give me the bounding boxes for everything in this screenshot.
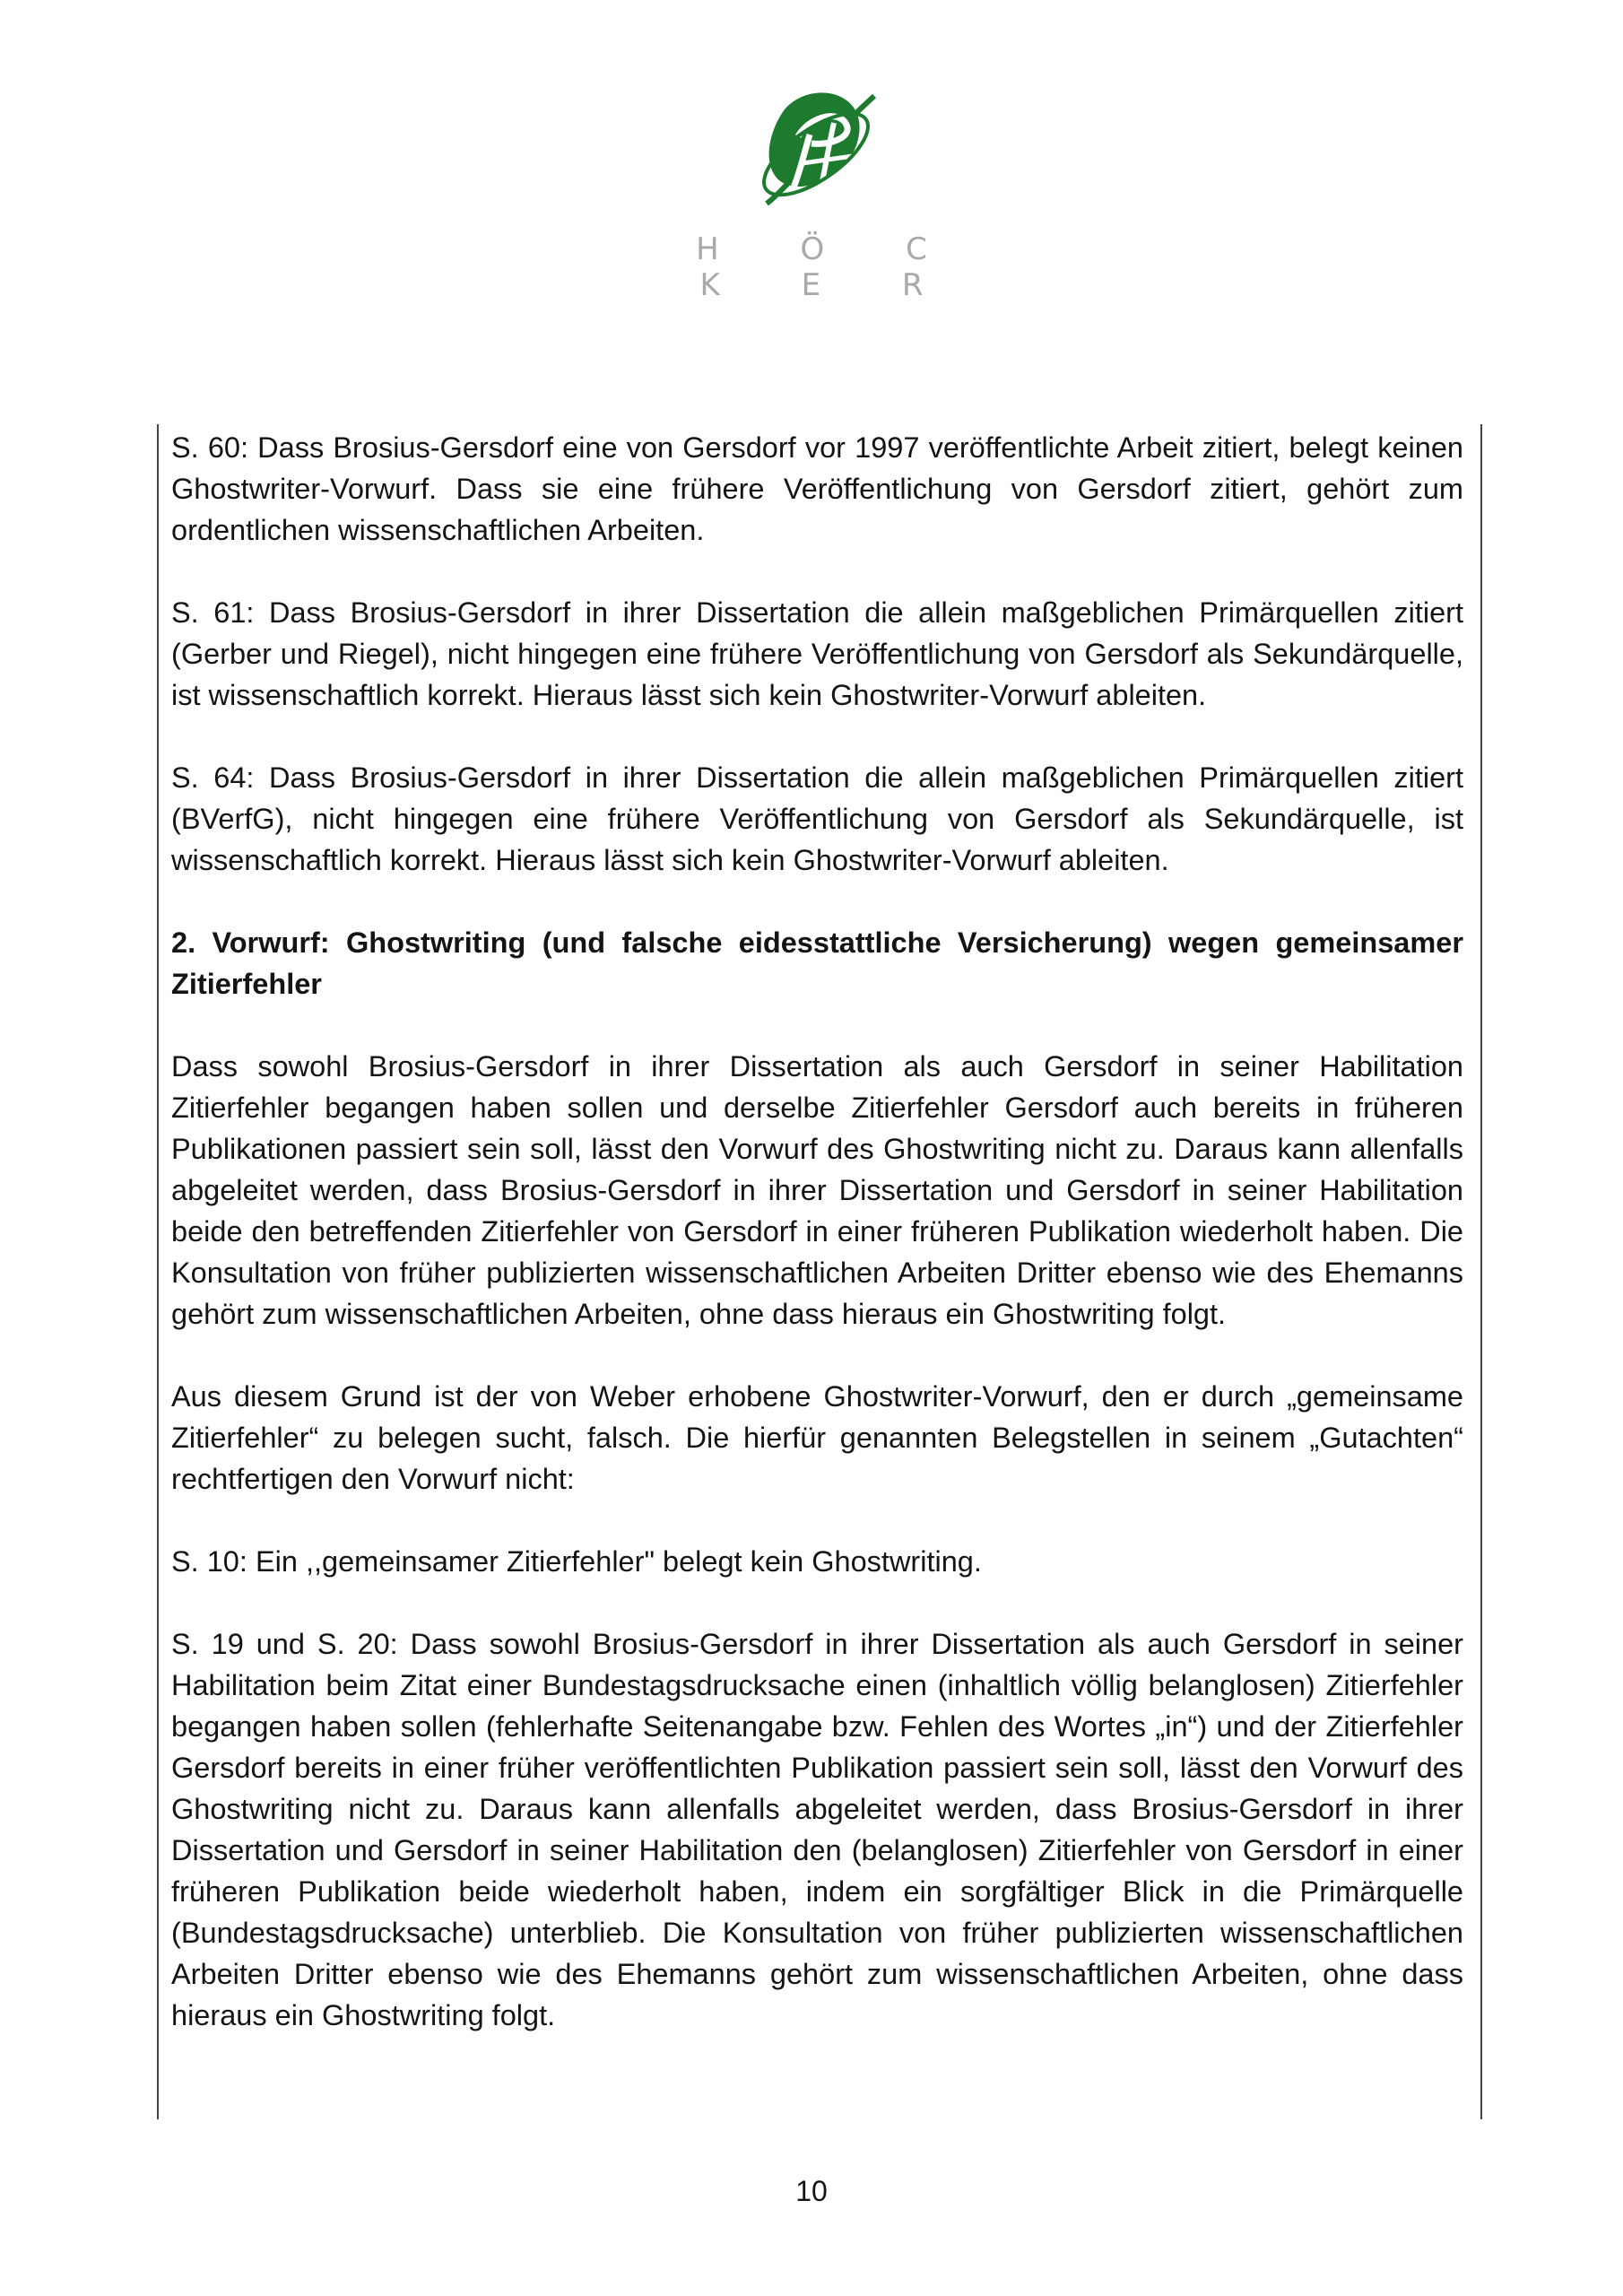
paragraph-s10: S. 10: Ein ,,gemeinsamer Zitierfehler" belegt kein Ghostwriting.	[171, 1545, 982, 1578]
paragraph-s60: S. 60: Dass Brosius-Gersdorf eine von Gersdorf vor 1997 veröffentlichte Arbeit zitiert, belegt keinen Ghostwriter-Vorwurf. Dass sie eine frühere Veröffentlichung von Gersdorf zitiert, gehört zum ordentlichen wissenschaftlichen Arbeiten.	[171, 431, 1463, 546]
brand-wordmark: H Ö C K E R	[696, 231, 963, 303]
paragraph-intro: Dass sowohl Brosius-Gersdorf in ihrer Dissertation als auch Gersdorf in seiner Habilitation Zitierfehler begangen haben sollen und derselbe Zitierfehler Gersdorf auch bereits in früheren Publikationen passiert sein soll, lässt den Vorwurf des Ghostwriting nicht zu. Daraus kann allenfalls abgeleitet werden, dass Brosius-Gersdorf in ihrer Dissertation und Gersdorf in seiner Habilitation beide den betreffenden Zitierfehler von Gersdorf in einer früheren Publikation wiederholt haben. Die Konsultation von früher publizierten wissenschaftlichen Arbeiten Dritter ebenso wie des Ehemanns gehört zum wissenschaftlichen Arbeiten, ohne dass hieraus ein Ghostwriting folgt.	[171, 1050, 1463, 1330]
section-heading: 2. Vorwurf: Ghostwriting (und falsche eidesstattliche Versicherung) wegen gemeinsamer Zitierfehler	[171, 926, 1463, 1000]
paragraph-s64: S. 64: Dass Brosius-Gersdorf in ihrer Dissertation die allein maßgeblichen Primärquellen zitiert (BVerfG), nicht hingegen eine frühere Veröffentlichung von Gersdorf als Sekundärquelle, ist wissenschaftlich korrekt. Hieraus lässt sich kein Ghostwriter-Vorwurf ableiten.	[171, 761, 1463, 876]
paragraph-s61: S. 61: Dass Brosius-Gersdorf in ihrer Dissertation die allein maßgeblichen Primärquellen zitiert (Gerber und Riegel), nicht hingegen eine frühere Veröffentlichung von Gersdorf als Sekundärquelle, ist wissenschaftlich korrekt. Hieraus lässt sich kein Ghostwriter-Vorwurf ableiten.	[171, 596, 1463, 711]
paragraph-conclusion: Aus diesem Grund ist der von Weber erhobene Ghostwriter-Vorwurf, den er durch „gemeinsame Zitierfehler“ zu belegen sucht, falsch. Die hierfür genannten Belegstellen in seinem „Gutachten“ rechtfertigen den Vorwurf nicht:	[171, 1380, 1463, 1495]
paragraph-s19-s20: S. 19 und S. 20: Dass sowohl Brosius-Gersdorf in ihrer Dissertation als auch Gersdorf in seiner Habilitation beim Zitat einer Bundestagsdrucksache einen (inhaltlich völlig belanglosen) Zitierfehler begangen haben sollen (fehlerhafte Seitenangabe bzw. Fehlen des Wortes „in“) und der Zitierfehler Gersdorf bereits in einer früher veröffentlichten Publikation passiert sein soll, lässt den Vorwurf des Ghostwriting nicht zu. Daraus kann allenfalls abgeleitet werden, dass Brosius-Gersdorf in ihrer Dissertation und Gersdorf in seiner Habilitation den (belanglosen) Zitierfehler von Gersdorf in einer früheren Publikation beide wiederholt haben, indem ein sorgfältiger Blick in die Primärquelle (Bundestagsdrucksache) unterblieb. Die Konsultation von früher publizierten wissenschaftlichen Arbeiten Dritter ebenso wie des Ehemanns gehört zum wissenschaftlichen Arbeiten, ohne dass hieraus ein Ghostwriting folgt.	[171, 1628, 1463, 2031]
page-number: 10	[795, 2175, 828, 2207]
hoecker-logo	[749, 83, 883, 217]
document-body	[171, 427, 1463, 2077]
